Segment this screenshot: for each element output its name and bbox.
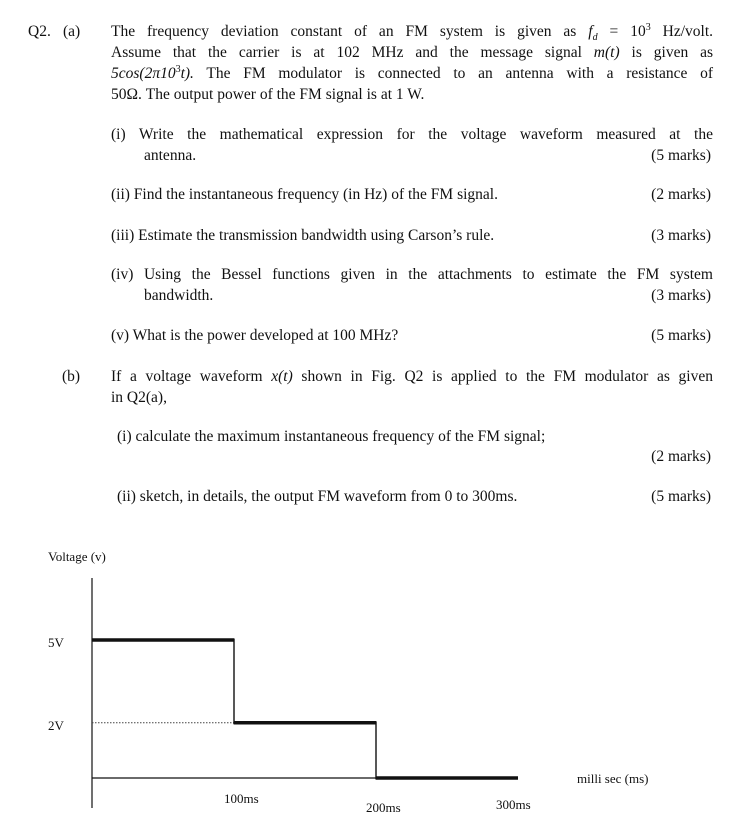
part-b-label: (b) [62, 368, 81, 385]
part-a-item-ii: (ii) Find the instantaneous frequency (in Hz) of the FM signal. [111, 186, 498, 203]
part-a-intro-line-3: $5\cos(2\pi 10^3t)$. The FM modulator is connected to an antenna with a resistance of [111, 63, 713, 82]
x-tick-label-1: 200ms [366, 800, 401, 815]
y-axis-label: Voltage (v) [48, 549, 106, 564]
part-a-item-i-line-1: (i) Write the mathematical expression for the voltage waveform measured at the [111, 126, 713, 143]
part-a-label: (a) [63, 23, 81, 40]
x-axis-label: milli sec (ms) [577, 771, 649, 786]
part-a-item-iv-marks: (3 marks) [651, 287, 711, 304]
part-a-item-iii-marks: (3 marks) [651, 227, 711, 244]
part-b-item-ii: (ii) sketch, in details, the output FM waveform from 0 to 300ms. [117, 488, 518, 505]
part-a-intro-line-1: The frequency deviation constant of an FM system is given as $f_d = 10^3$ Hz/volt. [111, 21, 713, 44]
part-b-item-i-marks: (2 marks) [651, 448, 711, 465]
part-a-item-iv-line-2: bandwidth. [144, 287, 214, 304]
part-b-intro-line-2: in Q2(a), [111, 389, 167, 406]
part-b-item-i: (i) calculate the maximum instantaneous frequency of the FM signal; [117, 428, 546, 445]
part-a-item-i-line-2: antenna. [144, 147, 197, 164]
part-a-item-v-marks: (5 marks) [651, 327, 711, 344]
x-tick-label-0: 100ms [224, 791, 259, 806]
part-a-item-ii-marks: (2 marks) [651, 186, 711, 203]
part-a-item-i-marks: (5 marks) [651, 147, 711, 164]
part-a-intro-line-2: Assume that the carrier is at 102 MHz and the message signal m(t) is given as [111, 44, 714, 61]
y-tick-label-1: 2V [48, 717, 64, 733]
y-tick-label-0: 5V [48, 635, 64, 650]
x-tick-label-2: 300ms [496, 797, 531, 812]
question-number: Q2. [28, 23, 51, 40]
part-a-item-iii: (iii) Estimate the transmission bandwidth using Carson’s rule. [111, 227, 495, 244]
part-a-intro-line-4: 50Ω. The output power of the FM signal is at 1 W. [111, 86, 425, 103]
part-b-intro-line-1: If a voltage waveform x(t) shown in Fig. Q2 is applied to the FM modulator as given [111, 368, 713, 385]
part-a-item-v: (v) What is the power developed at 100 MHz? [111, 327, 399, 344]
part-b-item-ii-marks: (5 marks) [651, 488, 711, 505]
part-a-item-iv-line-1: (iv) Using the Bessel functions given in the attachments to estimate the FM system [111, 266, 713, 283]
